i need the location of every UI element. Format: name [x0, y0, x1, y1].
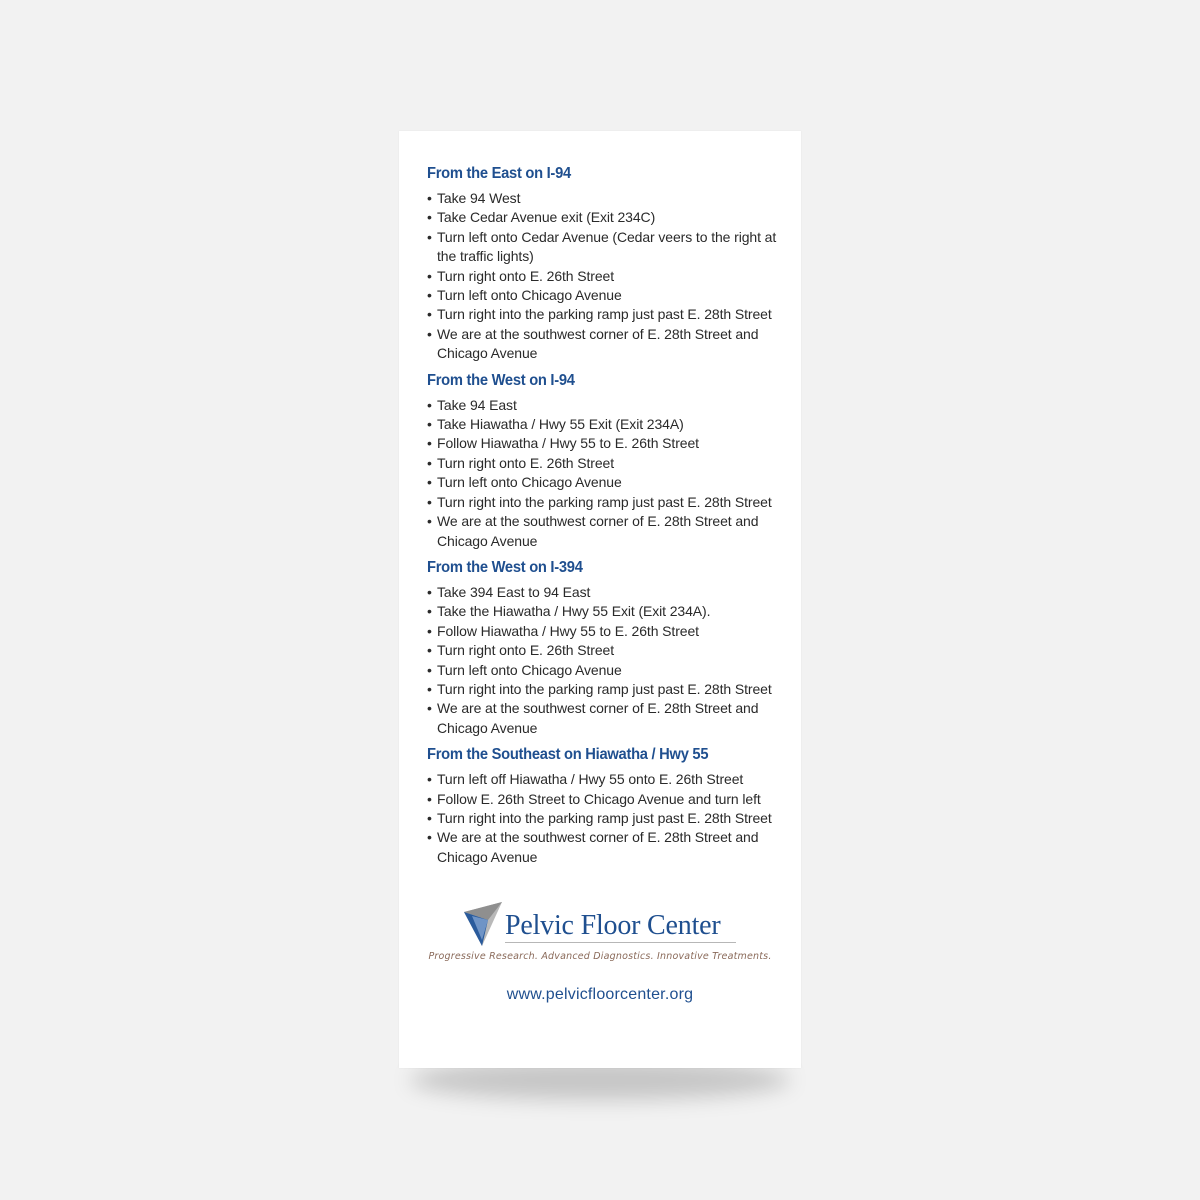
directions-content — [427, 164, 787, 874]
step-item: • Take Hiawatha / Hwy 55 Exit (Exit 234A) — [427, 415, 787, 434]
step-item: • Turn left onto Chicago Avenue — [427, 286, 787, 305]
step-item: • Turn left onto Chicago Avenue — [427, 661, 787, 680]
brand-name: Pelvic Floor Center — [505, 910, 721, 941]
step-item: • Follow Hiawatha / Hwy 55 to E. 26th Street — [427, 622, 787, 641]
step-item: • Take 94 West — [427, 189, 787, 208]
step-item: • Turn left onto Cedar Avenue (Cedar veers to the right at the traffic lights) — [427, 228, 787, 267]
step-item: • Turn right onto E. 26th Street — [427, 641, 787, 660]
direction-section — [427, 745, 787, 867]
step-list — [427, 770, 787, 867]
step-item: • Turn left onto Chicago Avenue — [427, 473, 787, 492]
sail-logo-icon — [462, 900, 504, 948]
step-item: • We are at the southwest corner of E. 28th Street and Chicago Avenue — [427, 828, 787, 867]
step-list — [427, 583, 787, 738]
step-item: • Turn right onto E. 26th Street — [427, 267, 787, 286]
section-heading: From the West on I-394 — [427, 558, 583, 576]
step-item: • Follow E. 26th Street to Chicago Avenue and turn left — [427, 790, 787, 809]
step-list — [427, 189, 787, 364]
step-item: • Turn right onto E. 26th Street — [427, 454, 787, 473]
section-heading: From the East on I-94 — [427, 165, 571, 182]
step-item: • We are at the southwest corner of E. 28th Street and Chicago Avenue — [427, 325, 787, 364]
step-item: • Turn right into the parking ramp just past E. 28th Street — [427, 680, 787, 699]
step-item: • Take the Hiawatha / Hwy 55 Exit (Exit 234A). — [427, 602, 787, 621]
step-item: • Turn right into the parking ramp just past E. 28th Street — [427, 809, 787, 828]
brand-logo — [399, 896, 801, 966]
brand-underline — [505, 942, 736, 943]
step-item: • Turn right into the parking ramp just past E. 28th Street — [427, 305, 787, 324]
step-item: • We are at the southwest corner of E. 28th Street and Chicago Avenue — [427, 699, 787, 738]
step-item: • Take 94 East — [427, 396, 787, 415]
brand-tagline: Progressive Research. Advanced Diagnostics. Innovative Treatments. — [428, 951, 772, 962]
section-heading: From the Southeast on Hiawatha / Hwy 55 — [427, 746, 709, 764]
website-link[interactable]: www.pelvicfloorcenter.org — [506, 986, 694, 1003]
step-item: • Take Cedar Avenue exit (Exit 234C) — [427, 208, 787, 227]
step-item: • Take 394 East to 94 East — [427, 583, 787, 602]
step-item: • We are at the southwest corner of E. 28th Street and Chicago Avenue — [427, 512, 787, 551]
direction-section — [427, 164, 787, 364]
directions-card — [399, 131, 801, 1068]
step-item: • Turn left off Hiawatha / Hwy 55 onto E. 26th Street — [427, 770, 787, 789]
step-list — [427, 396, 787, 551]
step-item: • Follow Hiawatha / Hwy 55 to E. 26th Street — [427, 434, 787, 453]
step-item: • Turn right into the parking ramp just past E. 28th Street — [427, 493, 787, 512]
direction-section — [427, 558, 787, 738]
direction-section — [427, 371, 787, 551]
section-heading: From the West on I-94 — [427, 371, 575, 389]
